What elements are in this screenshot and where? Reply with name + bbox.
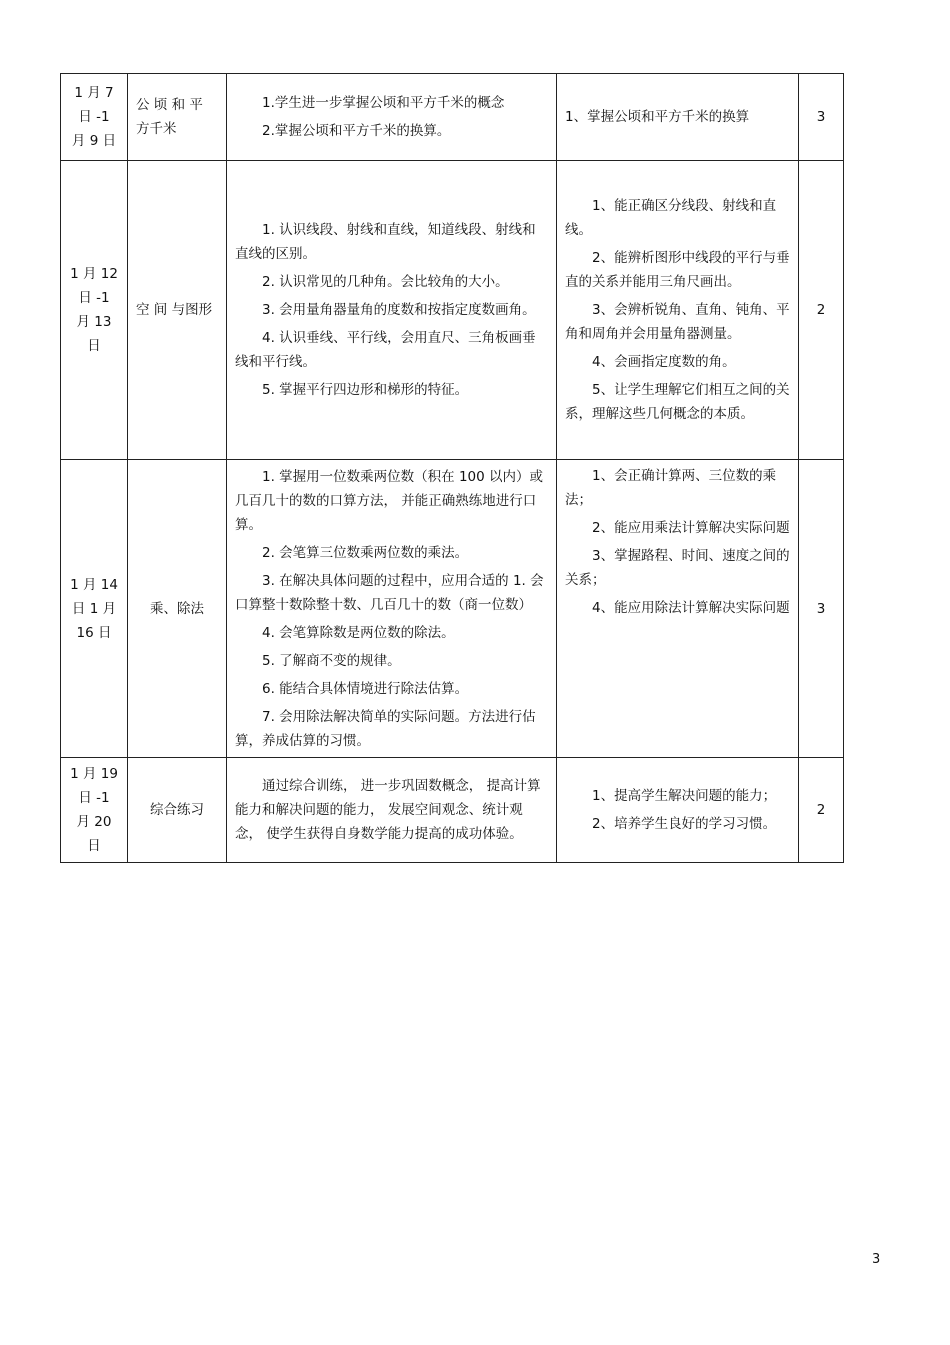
goal-item: 2、能辨析图形中线段的平行与垂直的关系并能用三角尺画出。	[565, 250, 790, 290]
goal-item: 2、能应用乘法计算解决实际问题	[592, 520, 790, 536]
content-item: 通过综合训练， 进一步巩固数概念， 提高计算能力和解决问题的能力， 发展空间观念、统计观念， 使学生获得自身数学能力提高的成功体验。	[235, 778, 541, 842]
page-number: 3	[872, 1252, 881, 1267]
date-line: 16 日	[76, 624, 112, 641]
topic-cell: 公 顷 和 平 方千米	[128, 74, 227, 161]
date-line: 1 月 7	[74, 85, 114, 101]
date-cell	[61, 74, 128, 161]
date-line: 月 9 日	[71, 133, 117, 149]
goal-item: 2、培养学生良好的学习习惯。	[592, 816, 777, 832]
content-cell	[227, 460, 557, 758]
goal-item: 5、让学生理解它们相互之间的关系，理解这些几何概念的本质。	[565, 382, 790, 422]
content-item: 1.学生进一步掌握公顷和平方千米的概念	[262, 95, 505, 111]
date-cell	[61, 161, 128, 460]
goal-cell	[557, 161, 799, 460]
date-line: 1 月 19	[70, 766, 118, 782]
date-line: 日 -1	[78, 790, 110, 806]
topic-cell: 综合练习	[128, 758, 227, 863]
table-row	[61, 758, 844, 863]
content-item: 6. 能结合具体情境进行除法估算。	[262, 680, 469, 697]
content-cell	[227, 161, 557, 460]
goal-item: 1、会正确计算两、三位数的乘法；	[565, 468, 777, 508]
table-row	[61, 74, 844, 161]
date-line: 1 月 14	[70, 576, 118, 593]
goal-item: 4、能应用除法计算解决实际问题	[592, 600, 790, 616]
date-line: 日 1 月	[71, 600, 117, 617]
content-cell	[227, 74, 557, 161]
goal-item: 3、掌握路程、时间、速度之间的关系；	[565, 548, 790, 588]
topic-cell: 乘、除法	[128, 460, 227, 758]
date-cell	[61, 758, 128, 863]
content-item: 2. 认识常见的几种角。会比较角的大小。	[262, 274, 509, 290]
content-item: 5. 了解商不变的规律。	[262, 652, 401, 669]
goal-item: 1、掌握公顷和平方千米的换算	[565, 109, 750, 125]
goal-cell	[557, 460, 799, 758]
date-line: 日 -1	[78, 109, 110, 125]
date-line: 月 13	[76, 314, 112, 330]
hours-cell: 3	[799, 460, 844, 758]
topic-cell: 空 间 与图形	[128, 161, 227, 460]
date-line: 1 月 12	[70, 266, 118, 282]
hours-cell: 3	[799, 74, 844, 161]
hours-cell: 2	[799, 161, 844, 460]
table-row	[61, 460, 844, 758]
table-row	[61, 161, 844, 460]
content-item: 7. 会用除法解决简单的实际问题。方法进行估算，养成估算的习惯。	[235, 708, 536, 749]
content-item: 1. 掌握用一位数乘两位数（积在 100 以内）或几百几十的数的口算方法， 并能正确熟练地进行口算。	[235, 468, 544, 533]
content-item: 2. 会笔算三位数乘两位数的乘法。	[262, 544, 469, 561]
content-item: 4. 认识垂线、平行线，会用直尺、三角板画垂线和平行线。	[235, 330, 536, 370]
content-item: 5. 掌握平行四边形和梯形的特征。	[262, 382, 469, 398]
content-item: 3. 会用量角器量角的度数和按指定度数画角。	[262, 302, 536, 318]
hours-cell: 2	[799, 758, 844, 863]
goal-cell	[557, 74, 799, 161]
date-line: 月 20	[76, 814, 112, 830]
date-line: 日	[87, 838, 101, 854]
content-item: 2.掌握公顷和平方千米的换算。	[262, 123, 451, 139]
goal-item: 3、会辨析锐角、直角、钝角、平角和周角并会用量角器测量。	[565, 302, 790, 342]
goal-item: 1、能正确区分线段、射线和直线。	[565, 198, 777, 238]
goal-item: 1、提高学生解决问题的能力；	[592, 788, 777, 804]
date-line: 日 -1	[78, 290, 110, 306]
teaching-plan-table	[60, 73, 844, 863]
goal-cell	[557, 758, 799, 863]
date-cell	[61, 460, 128, 758]
content-cell	[227, 758, 557, 863]
content-item: 4. 会笔算除数是两位数的除法。	[262, 624, 455, 641]
content-item: 3. 在解决具体问题的过程中，应用合适的 1. 会口算整十数除整十数、几百几十的数（商一位数）	[235, 572, 544, 613]
goal-item: 4、会画指定度数的角。	[592, 354, 736, 370]
content-item: 1. 认识线段、射线和直线，知道线段、射线和直线的区别。	[235, 222, 536, 262]
date-line: 日	[87, 338, 101, 354]
